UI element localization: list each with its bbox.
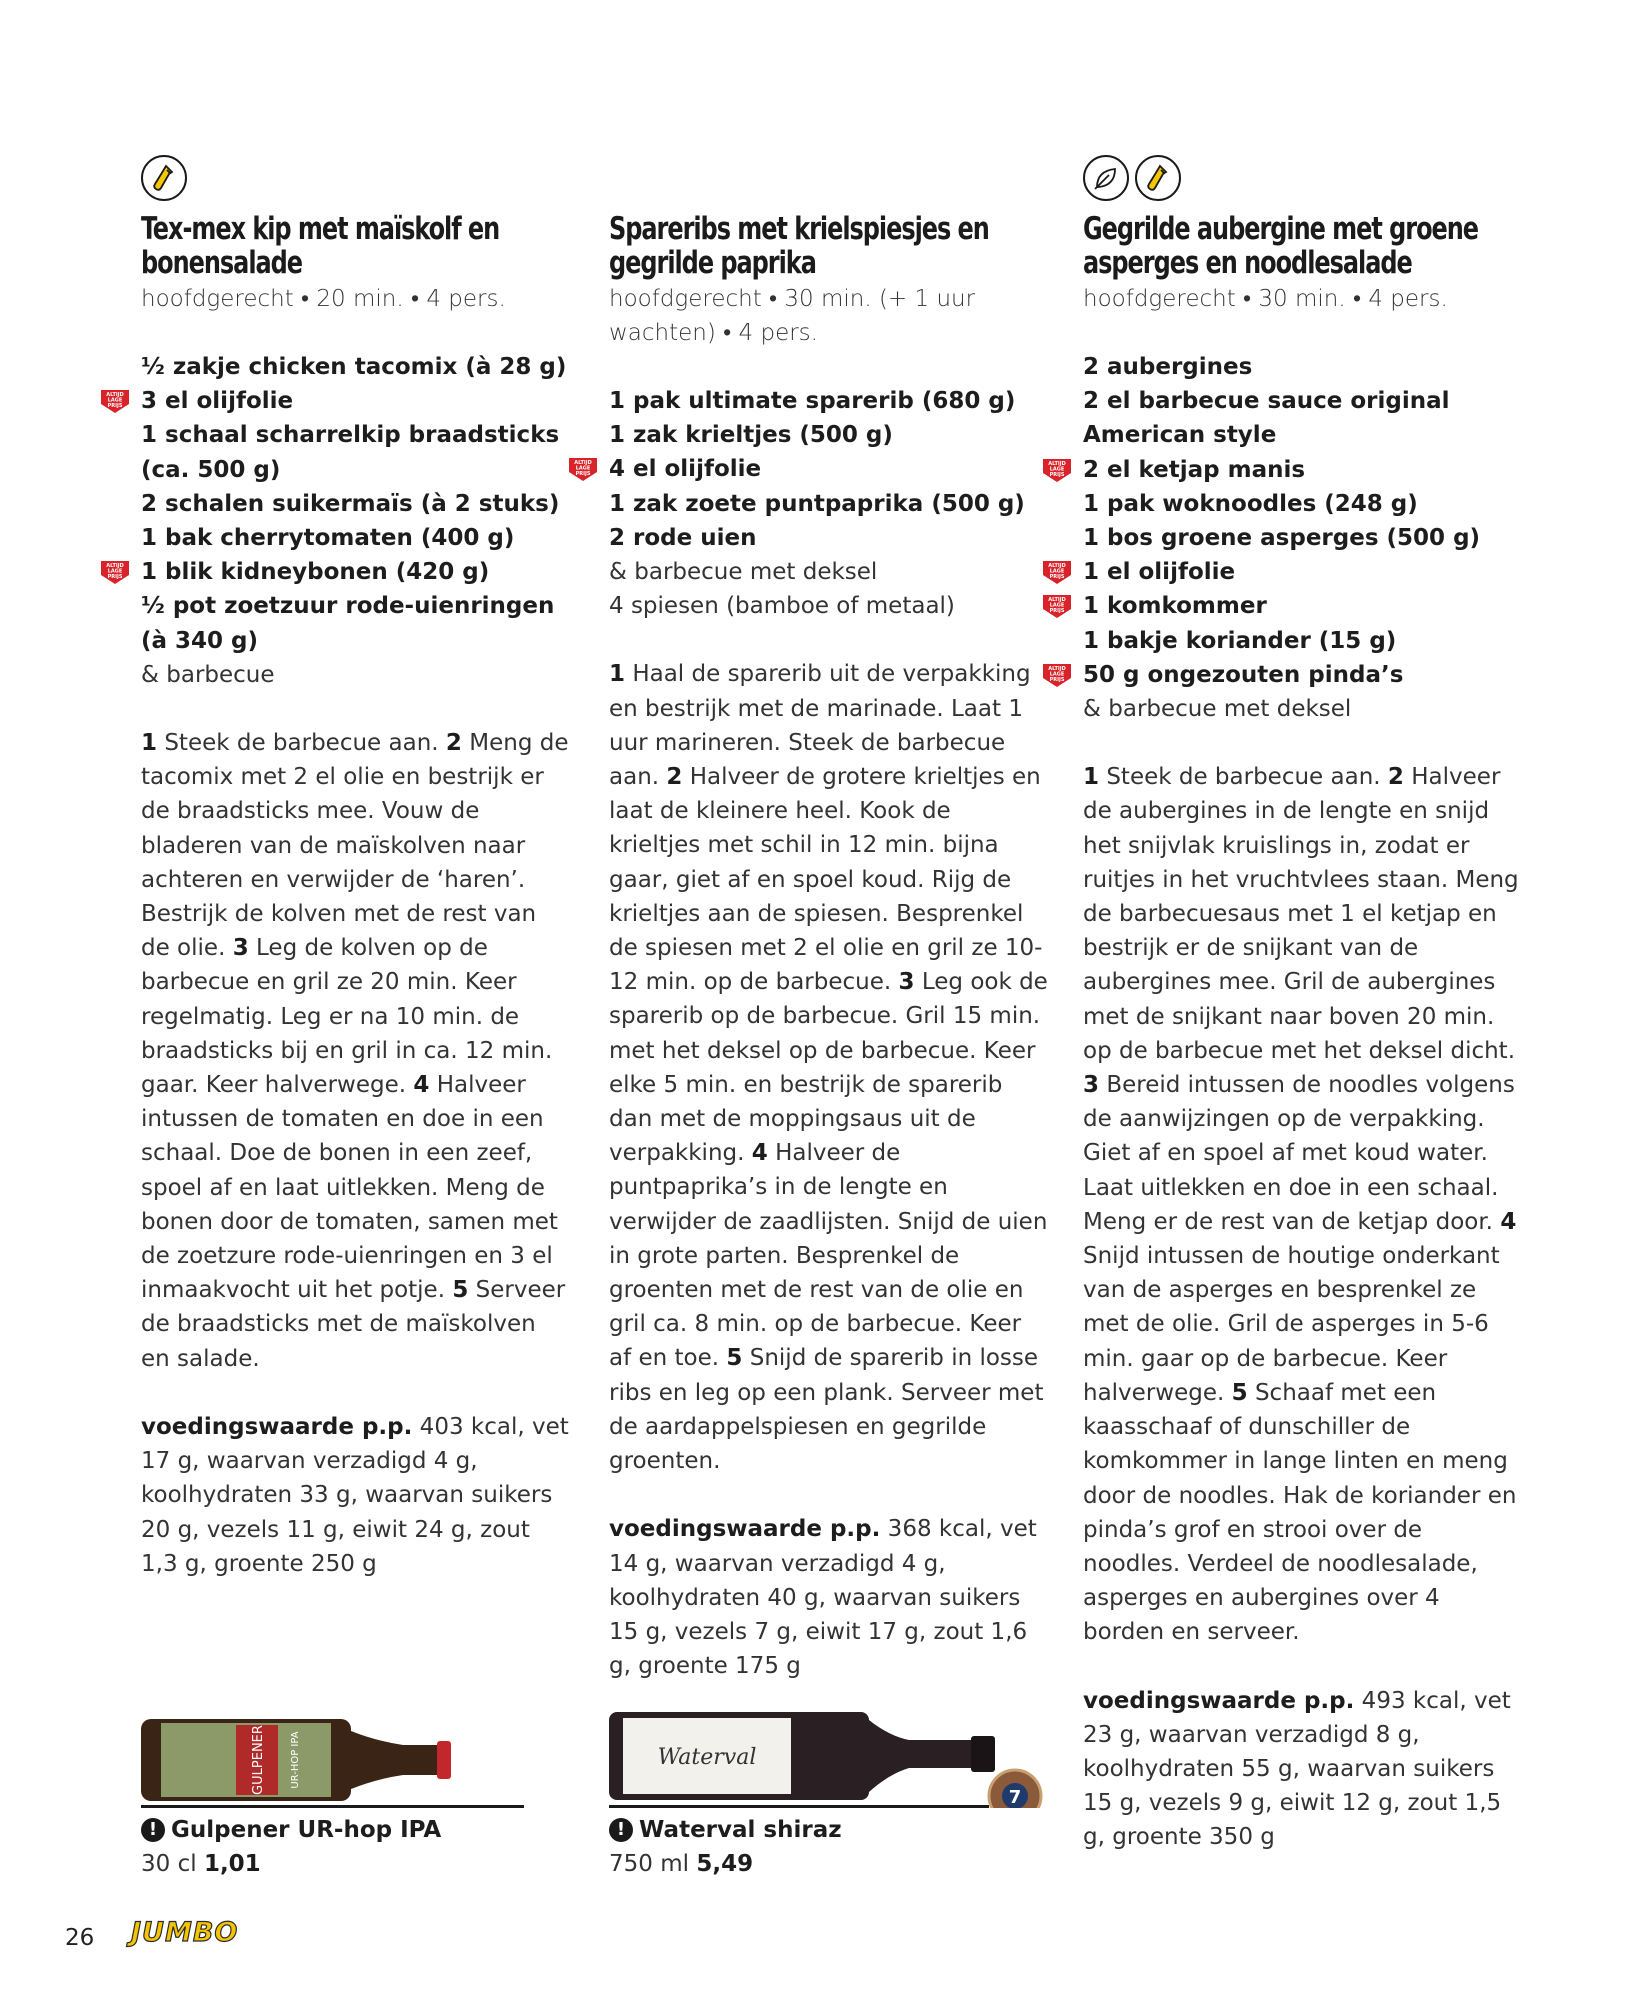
step-number: 3 [898,969,915,996]
ingredient-item [609,589,1049,623]
altijd-lage-prijs-badge-icon [1041,559,1073,585]
ingredient-list [106,350,571,692]
ingredient-item [609,384,1049,418]
ingredient-text: 1 pak woknoodles (248 g) [1083,490,1418,517]
ingredient-text: 2 rode uien [609,524,757,551]
badge-text: LAGE [107,568,123,575]
altijd-lage-prijs-badge-icon [99,559,131,585]
ingredient-item [1083,521,1523,555]
badge-text: PRIJS [1049,574,1065,581]
step-number: 2 [445,730,462,757]
ingredient-text: 1 pak ultimate sparerib (680 g) [609,388,1016,414]
nutrition-text: 403 kcal, vet 17 g, waarvan verzadigd 4 g, koolhydraten 33 g, waarvan suikers 20 g, vezels 11 g, eiwit 24 g, zout 1,3 g, groente 250 g [141,1413,569,1577]
ingredient-text: 1 bak cherrytomaten (400 g) [141,525,515,552]
wine-medal-number: 7 [1008,1787,1022,1808]
badge-text: PRIJS [575,471,591,478]
product-price [141,1847,441,1881]
ingredient-item [106,555,571,589]
ingredient-text: & barbecue met deksel [1083,696,1352,723]
ingredient-text: 2 schalen suikermaïs (à 2 stuks) [141,490,560,517]
step-text: Halveer de aubergines in de lengte en snijd het snijvlak kruislings in, zodat er ruitjes in het vruchtvlees staan. Meng de barbecuesaus met 1 el ketjap en bestrijk er de snijkant van de aubergines mee. Gril de aubergines met de snijkant naar boven 20 min. op de barbecue met het deksel dicht. [1083,764,1519,1064]
ingredient-list [574,384,1049,623]
ingredient-item [609,555,1049,589]
badge-text: LAGE [1049,671,1065,678]
step-text: Halveer intussen de tomaten en doe in een schaal. Doe de bonen in een zeef, spoel af en laat uitlekken. Meng de bonen door de tomaten, samen met de zoetzure rode-uienringen en 3 el inmaakvocht uit het potje. [141,1072,558,1304]
ingredient-item [106,384,571,418]
ingredient-item [1048,555,1523,589]
step-text: Leg ook de sparerib op de barbecue. Gril 15 min. met het deksel op de barbecue. Keer elke 5 min. en bestrijk de sparerib dan met de moppingsaus uit de verpakking. [609,969,1048,1167]
step-text: Serveer de braadsticks met de maïskolven en salade. [141,1277,566,1372]
ingredient-item [609,487,1049,521]
recipe-title: Spareribs met krielspiesjes en gegrilde paprika [609,211,989,281]
ingredient-item [609,418,1049,452]
nutrition-info [1083,1684,1523,1855]
ingredient-item [1083,487,1523,521]
recipe-meta: hoofdgerecht • 30 min. (+ 1 uur wachten) • 4 pers. [609,286,976,346]
nutrition-info [609,1512,1049,1683]
ingredient-text: 3 el olijfolie [141,388,294,415]
recipe-title: Tex-mex kip met maïskolf en bonensalade [141,211,500,281]
step-number: 5 [1231,1379,1248,1406]
product-info-beer [141,1813,441,1881]
step-number: 1 [609,661,626,688]
product-price [609,1847,842,1881]
ingredient-item [141,589,571,657]
badge-text: ALTIJD [1048,665,1066,672]
ingredient-text: & barbecue [141,661,275,688]
altijd-lage-prijs-badge-icon [1041,662,1073,688]
ingredient-item [141,521,571,555]
product-name [141,1813,441,1847]
product-price-value: 5,49 [696,1851,754,1877]
ingredient-text: 2 el ketjap manis [1083,456,1306,483]
product-wine [609,1708,1049,1812]
ingredient-list [1048,350,1523,726]
beer-label-sub: UR-HOP IPA [290,1731,301,1789]
badge-text: PRIJS [1049,676,1065,683]
ingredient-item [141,350,571,384]
recipe-title: Gegrilde aubergine met groene asperges en noodlesalade [1083,211,1479,281]
product-size: 750 ml [609,1851,690,1877]
product-name [609,1813,842,1847]
bottle-icon [141,155,187,201]
product-info-wine [609,1813,842,1881]
alcohol-info-icon: ! [609,1818,633,1842]
ingredient-text: & barbecue met deksel [609,559,878,586]
recipe-column-3 [1048,211,1523,1855]
ingredient-item [1083,624,1523,658]
step-number: 4 [1500,1208,1517,1235]
ingredient-text: 1 blik kidneybonen (420 g) [141,559,490,586]
wine-bottle-image [609,1708,1049,1808]
shelf-line [141,1805,524,1808]
ingredient-text: 1 schaal scharrelkip braadsticks (ca. 500 g) [141,422,560,483]
step-text: Schaaf met een kaasschaaf of dunschiller de komkommer in lange linten en meng door de noodles. Hak de koriander en pinda’s grof en strooi over de noodles. Verdeel de noodlesalade, asperges en aubergines over 4 borden en serveer. [1083,1379,1517,1646]
step-number: 5 [452,1277,469,1304]
step-text: Steek de barbecue aan. [157,730,446,757]
nutrition-info [141,1410,571,1581]
ingredient-text: 50 g ongezouten pinda’s [1083,661,1404,688]
step-number: 2 [1387,764,1404,791]
ingredient-text: 1 komkommer [1083,593,1267,620]
ingredient-text: 1 bos groene asperges (500 g) [1083,525,1481,552]
product-name-text: Gulpener UR-hop IPA [171,1817,442,1843]
ingredient-item [1048,658,1523,692]
recipe-icons-3 [1083,155,1181,201]
step-number: 5 [726,1345,743,1372]
step-number: 1 [141,730,158,757]
recipe-meta: hoofdgerecht • 20 min. • 4 pers. [141,286,506,312]
ingredient-text: 2 el barbecue sauce original American style [1083,388,1450,449]
badge-text: PRIJS [1049,608,1065,615]
wine-label-text: Waterval [657,1745,757,1770]
badge-text: ALTIJD [106,563,124,570]
step-number: 3 [232,935,249,962]
recipe-column-2 [574,211,1049,1683]
altijd-lage-prijs-badge-icon [1041,457,1073,483]
ingredient-item [609,521,1049,555]
ingredient-text: 1 el olijfolie [1083,559,1236,586]
step-text: Leg de kolven op de barbecue en gril ze 20 min. Keer regelmatig. Leg er na 10 min. de braadsticks bij en gril in ca. 12 min. gaar. Keer halverwege. [141,935,553,1099]
nutrition-text: 368 kcal, vet 14 g, waarvan verzadigd 4 g, koolhydraten 40 g, waarvan suikers 15 g, vezels 7 g, eiwit 17 g, zout 1,6 g, groente 175 g [609,1516,1037,1680]
ingredient-item [1048,453,1523,487]
badge-text: LAGE [1049,466,1065,473]
step-text: Snijd intussen de houtige onderkant van de asperges en besprenkel ze met de olie. Gril de asperges in 5-6 min. gaar op de barbecue. Keer halverwege. [1083,1243,1500,1406]
step-text: Meng de tacomix met 2 el olie en bestrijk er de braadsticks mee. Vouw de bladeren van de maïskolven naar achteren en verwijder de ‘haren’. Bestrijk de kolven met de rest van de olie. [141,730,569,962]
vegetarian-leaf-icon [1083,155,1129,201]
step-text: Steek de barbecue aan. [1099,764,1388,791]
step-text: Halveer de grotere krieltjes en laat de kleinere heel. Kook de krieltjes met schil in 12 min. bijna gaar, giet af en spoel koud. Rijg de krieltjes aan de spiesen. Besprenkel de spiesen met 2 el olie en gril ze 10-12 min. op de barbecue. [609,764,1043,996]
step-text: Halveer de puntpaprika’s in de lengte en verwijder de zaadlijsten. Snijd de uien in grote parten. Besprenkel de groenten met de rest van de olie en gril ca. 8 min. op de barbecue. Keer af en toe. [609,1140,1048,1372]
badge-text: PRIJS [107,574,123,581]
ingredient-text: 1 zak zoete puntpaprika (500 g) [609,490,1025,517]
ingredient-item [141,418,571,486]
shelf-line [609,1805,989,1808]
ingredient-item [141,487,571,521]
recipe-column-1 [106,211,571,1581]
nutrition-label: voedingswaarde p.p. [1083,1687,1355,1714]
ingredient-text: ½ pot zoetzuur rode-uienringen (à 340 g) [141,593,555,654]
badge-text: LAGE [1049,568,1065,575]
badge-text: ALTIJD [1048,460,1066,467]
ingredient-text: 4 el olijfolie [609,456,762,483]
step-number: 2 [666,764,683,791]
recipe-steps [609,657,1049,1478]
altijd-lage-prijs-badge-icon [99,388,131,414]
ingredient-text: 1 zak krieltjes (500 g) [609,422,893,449]
badge-text: LAGE [575,465,591,472]
altijd-lage-prijs-badge-icon [567,456,599,482]
ingredient-text: 4 spiesen (bamboe of metaal) [609,593,955,620]
altijd-lage-prijs-badge-icon [1041,593,1073,619]
step-text: Haal de sparerib uit de verpakking en bestrijk met de marinade. Laat 1 uur marineren. Steek de barbecue aan. [609,661,1031,791]
beer-label-text: GULPENER [251,1725,266,1795]
nutrition-label: voedingswaarde p.p. [609,1516,881,1543]
alcohol-info-icon: ! [141,1818,165,1842]
badge-text: LAGE [107,397,123,404]
ingredient-text: ½ zakje chicken tacomix (à 28 g) [141,354,567,380]
ingredient-item [141,658,571,692]
step-number: 4 [413,1072,430,1099]
badge-text: PRIJS [1049,471,1065,478]
step-number: 4 [751,1140,768,1167]
nutrition-text: 493 kcal, vet 23 g, waarvan verzadigd 8 g, koolhydraten 55 g, waarvan suikers 15 g, vezels 9 g, eiwit 12 g, zout 1,5 g, groente 350 g [1083,1687,1511,1851]
jumbo-logo: JUMBO [131,1917,239,1948]
badge-text: ALTIJD [106,392,124,399]
recipe-icons-1 [141,155,187,201]
badge-text: ALTIJD [1048,563,1066,570]
recipe-steps [141,726,571,1376]
recipe-meta: hoofdgerecht • 30 min. • 4 pers. [1083,286,1448,312]
step-number: 1 [1083,764,1100,791]
ingredient-item [1083,384,1523,452]
bottle-icon [1135,155,1181,201]
step-number: 3 [1083,1072,1100,1099]
badge-text: ALTIJD [574,460,592,467]
ingredient-text: 1 bakje koriander (15 g) [1083,627,1397,654]
ingredient-item [574,452,1049,486]
badge-text: PRIJS [107,403,123,410]
product-name-text: Waterval shiraz [639,1817,842,1843]
badge-text: ALTIJD [1048,597,1066,604]
ingredient-item [1083,692,1523,726]
page-number: 26 [65,1925,95,1951]
nutrition-label: voedingswaarde p.p. [141,1413,413,1440]
product-price-value: 1,01 [203,1851,261,1877]
ingredient-item [1083,350,1523,384]
step-text: Snijd de sparerib in losse ribs en leg op een plank. Serveer met de aardappelspiesen en gegrilde groenten. [609,1345,1044,1475]
ingredient-text: 2 aubergines [1083,354,1253,380]
recipe-steps [1083,760,1523,1649]
badge-text: LAGE [1049,602,1065,609]
beer-bottle-image [141,1715,461,1805]
step-text: Bereid intussen de noodles volgens de aanwijzingen op de verpakking. Giet af en spoel af met koud water. Laat uitlekken en doe in een schaal. Meng er de rest van de ketjap door. [1083,1072,1515,1235]
product-size: 30 cl [141,1851,197,1877]
product-beer [141,1715,461,1809]
ingredient-item [1048,589,1523,623]
